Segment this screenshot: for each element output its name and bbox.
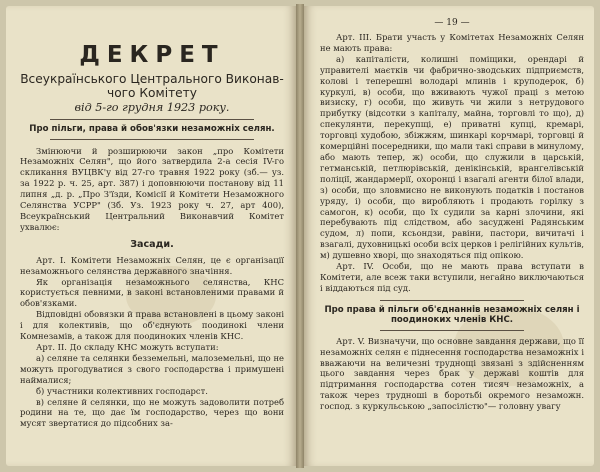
left-page-content — [20, 16, 284, 429]
article-item: б) участники колективних господарст. — [36, 385, 208, 396]
left-page — [6, 6, 296, 466]
section-heading: Засади. — [130, 238, 174, 250]
article-item: а) селяне та селянки безземельні, малоземельні, що не можуть прогодуватися з свого господарства і примушені наймалися; — [20, 352, 284, 385]
article-paragraph: Арт. ІІІ. Брати участь у Комітетах Незаможніх Селян не мають права: — [320, 32, 584, 53]
decree-date: від 5-го грудня 1923 року. — [74, 101, 230, 114]
heading-divider — [50, 139, 254, 140]
article-paragraph: Арт. І. Комітети Незаможніх Селян, це є організації незаможнього селянства державного значіння. — [20, 254, 284, 276]
decree-title: ДЕКРЕТ — [79, 42, 225, 68]
preamble-paragraph: Змінюючи й розширюючи закон „про Комітети Незаможніх Селян", що його затвердила 2-а сесія IV-го скликання ВУЦВК'у від 27-го травня 1922 року (зб.— уз. за 1922 р. ч. 25, арт. 387) і доповнюючи постанову від 11 липня „д. р. „Про З'їзди, Комісії й Комітети Незаможного Селянства УСРР" (Зб. Уз. 1923 року ч. 27, арт 400), Всеукраїнський Центральний Виконавчий Комітет ухвалює: — [20, 145, 284, 232]
article-paragraph: Арт. ІІ. До складу КНС можуть вступати: — [36, 342, 219, 352]
right-page-content — [320, 16, 584, 412]
rights-heading: Про права й пільги об'єднаннів незаможніх селян і поодиноких членів КНС. — [324, 304, 580, 326]
decree-subtitle-line2: чого Комітету — [107, 86, 197, 100]
page-number: — 19 — — [434, 18, 470, 28]
decree-heading: Про пільги, права й обов'язки незаможніх селян. — [29, 124, 275, 134]
right-page — [304, 6, 594, 466]
article-paragraph: Арт. V. Визначучи, що основне завдання держави, що її незаможніх селян є піднесення господарства незаможніх і вважаючи на величезні труднощі звязані з здійсненням цього завдання через брак у державі коштів для підтримання господарства сотен тисяч незаможніх, а також через трудноші в боротьбі окремого незаможн. господ. з куркульською „запосілістю"— головну увагу — [320, 335, 584, 412]
article-paragraph: Як організація незаможнього селянства, КНС користується певними, в законі встановленими правами й обов'язками. — [20, 276, 284, 309]
article-paragraph: Арт. IV. Особи, що не мають права вступати в Комітети, але всеж таки вступили, негайно виключаються і віддаються під суд. — [320, 261, 584, 293]
heading-divider — [380, 330, 524, 331]
article-list-paragraph: а) капіталісти, колишні поміщики, орендарі й управителі маєтків чи фабрично-зводських підприємств, колові і теперешні володарі млинів і круподерок, б) куркулі, в) особи, що вживають чужої праці з метою визиску, г) особи, що живуть чи жили з нетрудового прибутку (відсотки з капіталу, майна, торговлі то що), д) спекулянти, перекупщі, е) приватні купці, кремарі, торговці худобою, збіжжям, шинкарі корчмарі, торговці й комерційні посередники, що мали такі справи в минулому, або мають тепер, ж) особи, що служили в царській, гетманській, петлюрівській, денікінській, врангелівській поліції, жандармерії, охоронці і взагалі агенти білої влади, з) особи, що зловмисно не виконують податків і постанов уряду, і) особи, що виробляють і продають горілку з самогон, к) особи, що їх судили за карні злочини, які перебувають під слідством, або засуджені Радянським судом, л) попи, ксьондзи, равіни, пастори, вичитачі і взагалі, духовницькі особи всіх церков і релігійних культів, м) душевно хворі, що знаходяться під опікою. — [320, 53, 584, 261]
article-item: в) селяне й селянки, що не можуть задоволити потреб родини на те, що дає їм господарство, через що вони мусят звертатися до підсобних за- — [20, 396, 284, 429]
book-gutter — [296, 4, 304, 468]
section-divider — [380, 300, 524, 301]
title-divider — [50, 119, 254, 120]
decree-subtitle-line1: Всеукраїнського Центрального Виконав- — [20, 72, 284, 86]
article-paragraph: Відповідні обовязки й права встановлені в цьому законі і для колективів, що об'єднують поодинокі члени Комнезамів, а також для поодиноких членів КНС. — [20, 309, 284, 342]
